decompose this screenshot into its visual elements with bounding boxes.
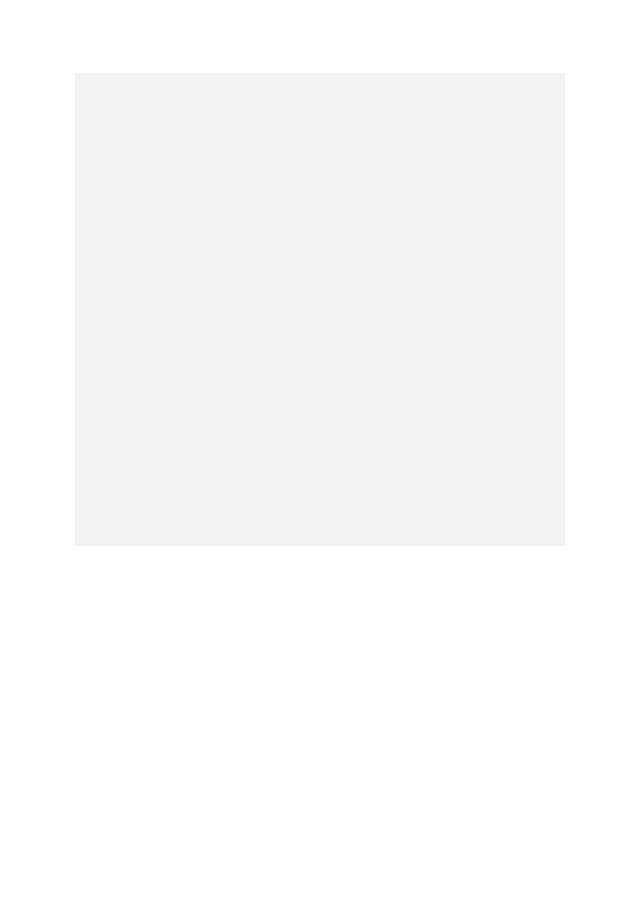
layer-notes-block <box>75 73 565 546</box>
